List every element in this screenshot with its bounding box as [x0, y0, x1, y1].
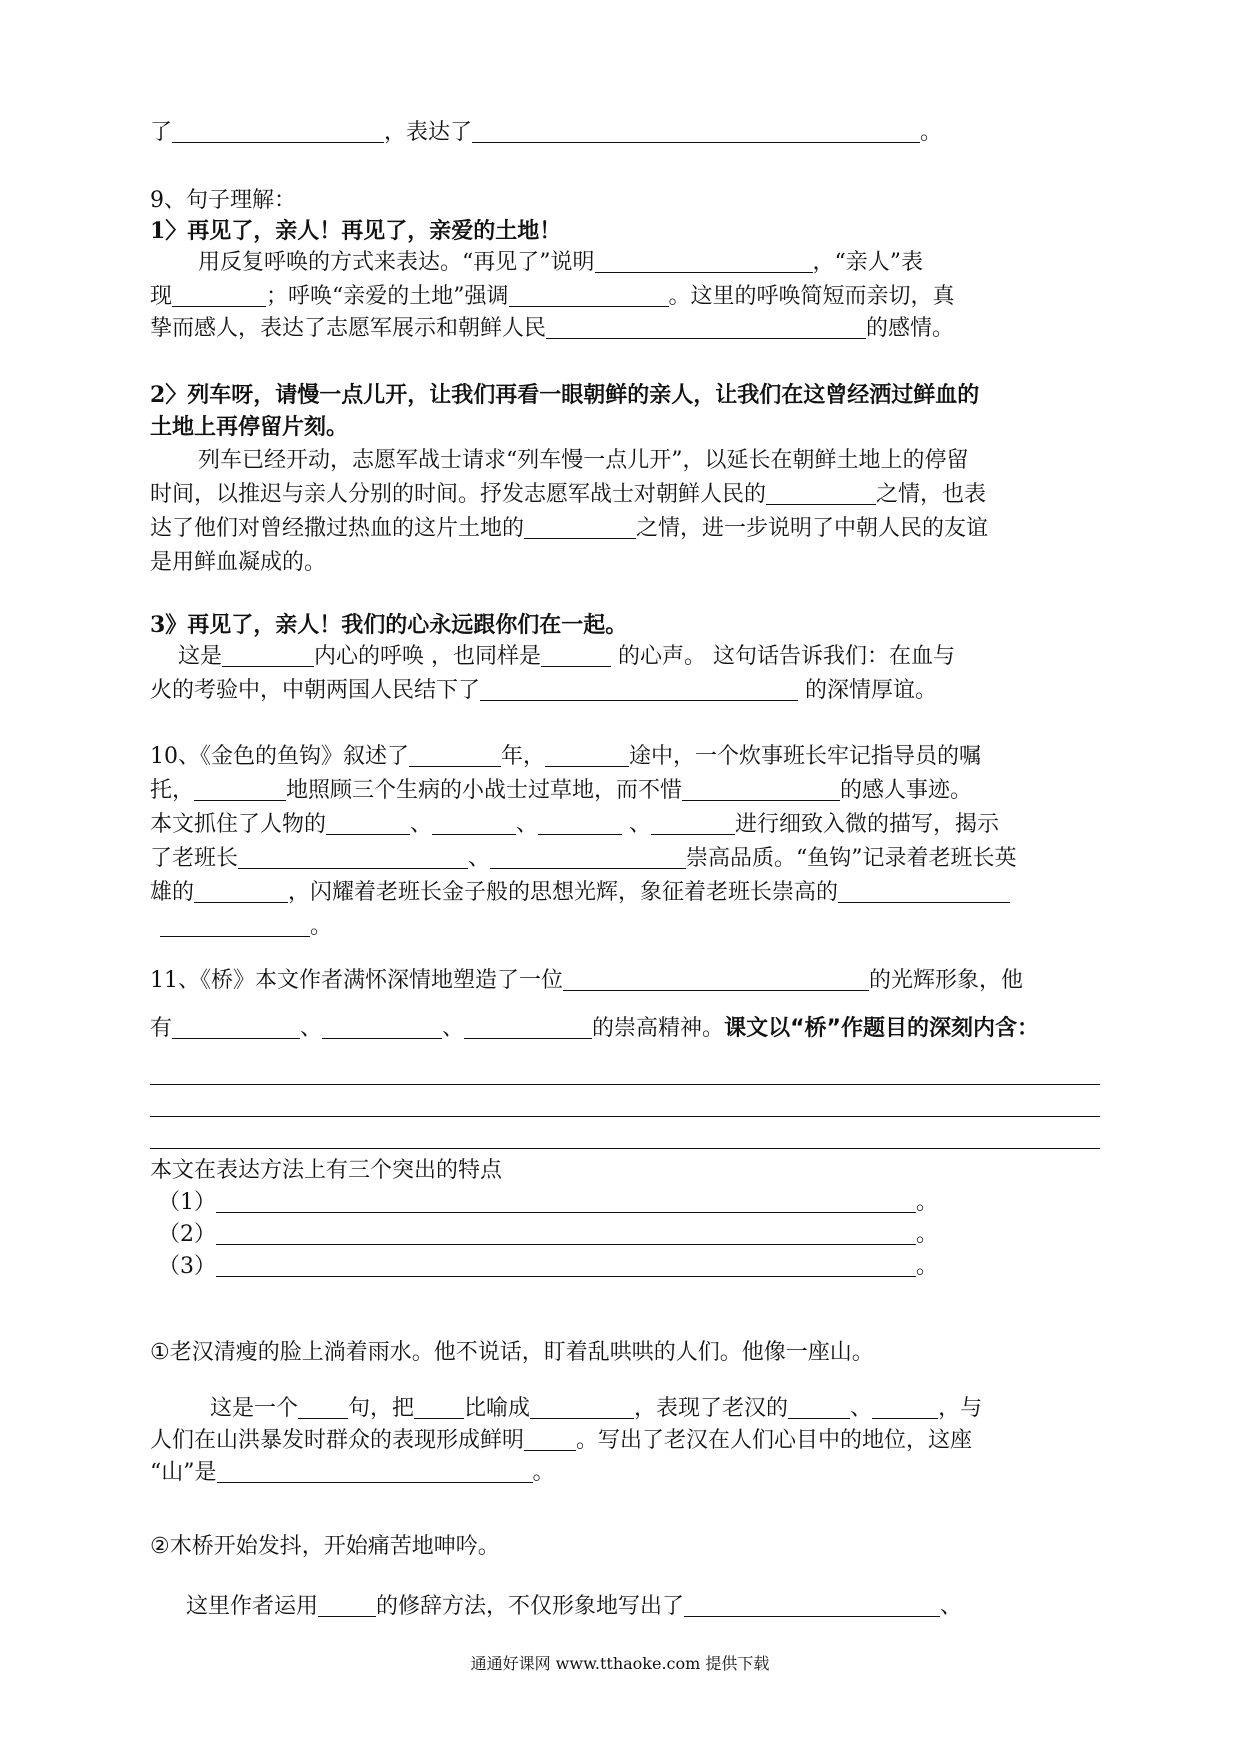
text-segment: 。 — [916, 1254, 939, 1279]
text-line — [150, 480, 986, 510]
fill-blank[interactable] — [238, 846, 468, 869]
fill-blank[interactable] — [414, 1396, 464, 1419]
text-segment: ，“亲人”表 — [812, 250, 923, 275]
fill-blank[interactable] — [172, 284, 266, 307]
text-segment: 的深情厚谊。 — [798, 678, 938, 703]
text-segment: （3） — [158, 1254, 216, 1279]
fill-blank[interactable] — [651, 812, 735, 835]
text-segment: 。 — [916, 1190, 939, 1215]
text-segment: 。这里的呼唤简短而亲切，真 — [668, 284, 955, 309]
text-line — [150, 1458, 555, 1488]
text-segment: 、 — [300, 1016, 323, 1041]
text-segment: 、 — [410, 812, 433, 837]
fill-blank[interactable] — [432, 812, 516, 835]
text-segment: 时间，以推迟与亲人分别的时间。抒发志愿军战士对朝鲜人民的 — [150, 482, 767, 507]
fill-blank[interactable] — [541, 644, 611, 667]
text-segment: 地照顾三个生病的小战士过草地，而不惜 — [286, 778, 683, 803]
fill-blank[interactable] — [216, 1190, 916, 1213]
fill-blank[interactable] — [222, 644, 314, 667]
text-segment: 。 — [920, 120, 943, 145]
fill-blank[interactable] — [172, 1016, 300, 1039]
text-line: 本文在表达方法上有三个突出的特点 — [150, 1158, 503, 1183]
fill-blank[interactable] — [682, 778, 840, 801]
fill-blank[interactable] — [490, 846, 686, 869]
text-segment: ，闪耀着老班长金子般的思想光辉，象征着老班长崇高的 — [288, 880, 839, 905]
text-line — [150, 676, 937, 706]
fill-blank[interactable] — [172, 120, 384, 143]
text-segment: 的感人事迹。 — [840, 778, 973, 803]
fill-blank[interactable] — [326, 812, 410, 835]
fill-blank[interactable] — [530, 1396, 634, 1419]
text-line — [150, 878, 1010, 908]
text-line — [150, 844, 1017, 874]
fill-blank[interactable] — [595, 250, 813, 273]
text-line — [150, 1426, 972, 1456]
quoted-sentence: 土地上再停留片刻。 — [150, 414, 349, 440]
quoted-sentence: ①老汉清瘦的脸上淌着雨水。他不说话，盯着乱哄哄的人们。他像一座山。 — [150, 1340, 874, 1365]
text-segment: 10、《金色的鱼钩》叙述了 — [150, 744, 409, 769]
text-line — [150, 514, 988, 544]
text-segment: 句，把 — [348, 1396, 415, 1421]
feature-item — [158, 1188, 938, 1218]
text-segment: 的感情。 — [866, 316, 955, 341]
text-line — [198, 248, 923, 278]
feature-item — [158, 1220, 938, 1250]
fill-blank[interactable] — [464, 1016, 592, 1039]
text-segment: 内心的呼唤 ，也同样是 — [314, 644, 542, 669]
text-segment: 的光辉形象，他 — [869, 968, 1024, 993]
text-line — [150, 314, 954, 344]
fill-blank[interactable] — [509, 284, 669, 307]
text-line — [186, 1592, 962, 1622]
fill-blank[interactable] — [217, 1460, 533, 1483]
fill-blank[interactable] — [545, 744, 629, 767]
text-segment: 达了他们对曾经撒过热血的这片土地的 — [150, 516, 525, 541]
text-segment: 火的考验中，中朝两国人民结下了 — [150, 678, 481, 703]
text-segment: 挚而感人，表达了志愿军展示和朝鲜人民 — [150, 316, 547, 341]
quoted-sentence: ②木桥开始发抖，开始痛苦地呻吟。 — [150, 1534, 500, 1559]
text-segment: 托， — [150, 778, 195, 803]
fill-blank[interactable] — [216, 1222, 916, 1245]
text-line — [150, 118, 942, 148]
text-segment: 。 — [310, 914, 333, 939]
fill-blank[interactable] — [160, 914, 310, 937]
text-segment: （2） — [158, 1222, 216, 1247]
quoted-sentence: 3》再见了，亲人！我们的心永远跟你们在一起。 — [150, 612, 628, 638]
text-line — [150, 810, 999, 840]
fill-blank[interactable] — [480, 678, 798, 701]
text-segment: 本文抓住了人物的 — [150, 812, 327, 837]
fill-blank[interactable] — [524, 516, 636, 539]
question-heading: 9、句子理解： — [150, 188, 296, 213]
text-segment: ，表现了老汉的 — [634, 1396, 789, 1421]
text-segment: 11、《桥》本文作者满怀深情地塑造了一位 — [150, 968, 563, 993]
text-segment: 课文以“桥”作题目的深刻内含： — [724, 1016, 1039, 1041]
text-line: 列车已经开动，志愿军战士请求“列车慢一点儿开”，以延长在朝鲜土地上的停留 — [198, 448, 969, 473]
fill-blank[interactable] — [318, 1594, 376, 1617]
feature-item — [158, 1252, 938, 1282]
text-segment: 、 — [940, 1594, 963, 1619]
fill-blank[interactable] — [546, 316, 866, 339]
text-line — [210, 1394, 982, 1424]
fill-blank[interactable] — [472, 120, 920, 143]
text-segment: 、 — [516, 812, 539, 837]
text-segment: 这是一个 — [210, 1396, 299, 1421]
answer-line[interactable] — [150, 1116, 1100, 1117]
fill-blank[interactable] — [216, 1254, 916, 1277]
text-segment: 比喻成 — [464, 1396, 531, 1421]
text-segment: ，表达了 — [384, 120, 473, 145]
text-segment: 进行细致入微的描写，揭示 — [735, 812, 1000, 837]
fill-blank[interactable] — [563, 968, 869, 991]
text-segment: 之情，进一步说明了中朝人民的友谊 — [636, 516, 989, 541]
page-footer: 通通好课网 www.tthaoke.com 提供下载 — [470, 1654, 770, 1673]
answer-line[interactable] — [150, 1148, 1100, 1149]
text-segment: 的修辞方法，不仅形象地写出了 — [376, 1594, 685, 1619]
fill-blank[interactable] — [838, 880, 1010, 903]
text-segment: 雄的 — [150, 880, 195, 905]
text-segment: 、 — [442, 1016, 465, 1041]
text-segment: 、 — [850, 1396, 873, 1421]
text-segment: 有 — [150, 1016, 173, 1041]
text-segment: 的心声。 这句话告诉我们：在血与 — [611, 644, 956, 669]
fill-blank[interactable] — [298, 1396, 348, 1419]
fill-blank[interactable] — [322, 1016, 442, 1039]
text-segment: 了老班长 — [150, 846, 239, 871]
fill-blank[interactable] — [766, 482, 876, 505]
text-segment: 之情，也表 — [876, 482, 987, 507]
text-line — [150, 776, 972, 806]
answer-line[interactable] — [150, 1084, 1100, 1085]
text-line — [150, 282, 955, 312]
text-segment: 。写出了老汉在人们心目中的地位，这座 — [576, 1428, 973, 1453]
text-segment: 的崇高精神。 — [592, 1016, 725, 1041]
text-segment: 崇高品质。“鱼钩”记录着老班长英 — [686, 846, 1017, 871]
fill-blank[interactable] — [409, 744, 501, 767]
text-segment: ，与 — [938, 1396, 983, 1421]
quoted-sentence: 2〉列车呀，请慢一点儿开，让我们再看一眼朝鲜的亲人，让我们在这曾经洒过鲜血的 — [150, 382, 980, 408]
fill-blank[interactable] — [194, 880, 288, 903]
question-10 — [150, 742, 981, 772]
text-segment: 途中，一个炊事班长牢记指导员的嘱 — [629, 744, 982, 769]
fill-blank[interactable] — [524, 1428, 576, 1451]
text-line — [160, 912, 332, 942]
fill-blank[interactable] — [788, 1396, 850, 1419]
question-11 — [150, 966, 1023, 996]
text-line — [150, 1014, 1039, 1044]
text-segment: 用反复呼唤的方式来表达。“再见了”说明 — [198, 250, 595, 275]
text-segment: ；呼唤“亲爱的土地”强调 — [266, 284, 509, 309]
text-segment: 。 — [916, 1222, 939, 1247]
fill-blank[interactable] — [872, 1396, 938, 1419]
text-segment: 、 — [622, 812, 652, 837]
text-line — [178, 642, 955, 672]
fill-blank[interactable] — [194, 778, 286, 801]
text-segment: “山”是 — [150, 1460, 217, 1485]
text-line: 是用鲜血凝成的。 — [150, 550, 327, 575]
text-segment: 了 — [150, 120, 173, 145]
text-segment: 现 — [150, 284, 173, 309]
text-segment: 这里作者运用 — [186, 1594, 319, 1619]
text-segment: 这是 — [178, 644, 223, 669]
text-segment: 人们在山洪暴发时群众的表现形成鲜明 — [150, 1428, 525, 1453]
text-segment: （1） — [158, 1190, 216, 1215]
text-segment: 。 — [532, 1460, 555, 1485]
text-segment: 年， — [501, 744, 546, 769]
quoted-sentence: 1〉再见了，亲人！再见了，亲爱的土地！ — [150, 218, 562, 244]
fill-blank[interactable] — [538, 812, 622, 835]
fill-blank[interactable] — [684, 1594, 940, 1617]
text-segment: 、 — [468, 846, 491, 871]
